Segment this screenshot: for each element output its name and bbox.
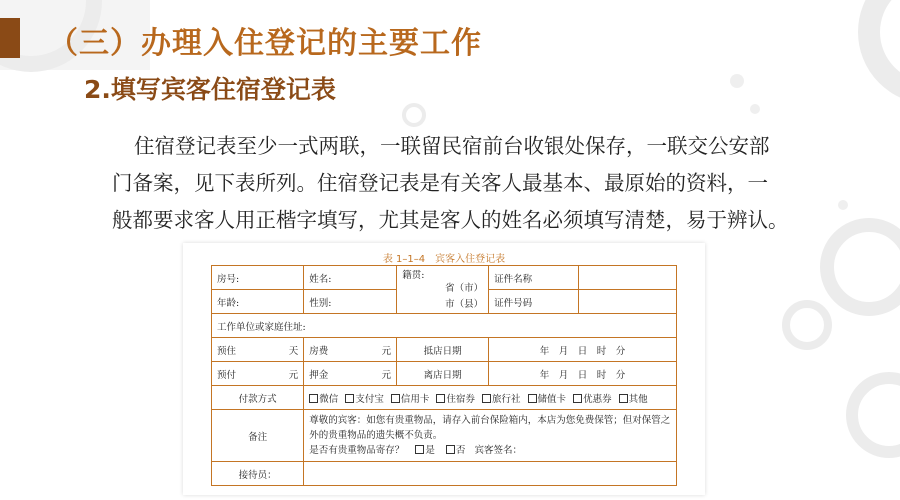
checkbox-icon xyxy=(619,394,628,403)
caption-title: 宾客入住登记表 xyxy=(435,254,506,265)
cell-pay-options xyxy=(304,386,677,410)
checkbox-icon xyxy=(391,394,400,403)
cell-remarks: 备注 xyxy=(212,410,304,462)
cell-remarks-text xyxy=(304,410,677,462)
pay-option-lodging-voucher xyxy=(436,394,475,405)
cell-departure-date-value: 年 月 日 时 分 xyxy=(489,362,677,386)
cell-departure-date: 离店日期 xyxy=(397,362,489,386)
checkbox-icon xyxy=(415,445,424,454)
no-label: 否 xyxy=(455,445,466,456)
checkbox-icon xyxy=(482,394,491,403)
prepay-label: 预付 xyxy=(217,369,237,381)
cell-room-no: 房号: xyxy=(212,266,304,290)
checkbox-icon xyxy=(528,394,537,403)
cell-prepay xyxy=(212,362,304,386)
decor-ring xyxy=(782,300,832,350)
native-place-label: 籍贯: xyxy=(402,269,425,281)
cell-pay-method: 付款方式 xyxy=(212,386,304,410)
page-heading: （三）办理入住登记的主要工作 xyxy=(48,26,482,61)
pay-option-label: 住宿券 xyxy=(446,393,475,405)
paragraph-line: 住宿登记表至少一式两联，一联留民宿前台收银处保存，一联交公安部 xyxy=(134,134,770,158)
prepay-unit: 元 xyxy=(288,369,299,381)
cell-name: 姓名: xyxy=(304,266,397,290)
pay-option-stored-value xyxy=(528,394,567,405)
cell-arrival-date-value: 年 月 日 时 分 xyxy=(489,338,677,362)
section-subheading: 2.填写宾客住宿登记表 xyxy=(84,75,336,104)
checkbox-icon xyxy=(436,394,445,403)
cell-native-place xyxy=(397,266,489,314)
cell-gender: 性别: xyxy=(304,290,397,314)
checkbox-icon xyxy=(446,445,455,454)
cell-deposit xyxy=(304,362,397,386)
checkbox-icon xyxy=(345,394,354,403)
county-label: 市（县） xyxy=(445,298,484,310)
pay-option-wechat xyxy=(309,394,338,405)
pay-option-label: 支付宝 xyxy=(355,393,384,405)
pay-option-label: 储值卡 xyxy=(537,393,567,405)
cell-arrival-date: 抵店日期 xyxy=(397,338,489,362)
signature-label: 宾客签名： xyxy=(474,445,522,456)
cell-age: 年龄: xyxy=(212,290,304,314)
decor-ring xyxy=(402,103,426,127)
pay-option-label: 信用卡 xyxy=(400,393,430,405)
cell-id-number: 证件号码 xyxy=(489,290,579,314)
cell-receptionist: 接待员： xyxy=(212,462,304,486)
cell-id-type-value xyxy=(579,266,677,290)
cell-stay xyxy=(212,338,304,362)
pay-option-credit-card xyxy=(391,394,430,405)
figure-caption xyxy=(183,250,705,265)
province-label: 省（市） xyxy=(445,282,484,294)
cell-receptionist-value xyxy=(304,462,677,486)
registration-form-table xyxy=(211,265,677,486)
pay-option-label: 优惠券 xyxy=(583,393,612,405)
cell-rate xyxy=(304,338,397,362)
registration-form-figure xyxy=(183,243,705,495)
checkbox-icon xyxy=(573,394,582,403)
pay-option-travel-agency xyxy=(482,394,521,405)
pay-option-label: 微信 xyxy=(319,393,339,405)
cell-id-number-value xyxy=(579,290,677,314)
paragraph-line: 门备案，见下表所列。住宿登记表是有关客人最基本、最原始的资料，一 xyxy=(112,171,768,195)
cell-id-type: 证件名称 xyxy=(489,266,579,290)
accent-bar xyxy=(0,18,20,58)
stay-label: 预住 xyxy=(217,345,237,357)
decor-ring xyxy=(858,0,900,104)
pay-option-coupon xyxy=(573,394,612,405)
rate-label: 房费 xyxy=(309,345,329,357)
checkbox-icon xyxy=(309,394,318,403)
pay-option-other xyxy=(619,394,648,405)
pay-option-label: 旅行社 xyxy=(491,393,521,405)
yes-label: 是 xyxy=(425,445,435,456)
stay-unit: 天 xyxy=(288,345,299,357)
valuables-question: 是否有贵重物品寄存？ xyxy=(309,445,405,456)
paragraph-line: 般都要求客人用正楷字填写，尤其是客人的姓名必须填写清楚，易于辨认。 xyxy=(112,208,789,232)
deposit-label: 押金 xyxy=(309,369,329,381)
pay-option-alipay xyxy=(345,394,384,405)
decor-ring xyxy=(846,372,900,458)
decor-dot xyxy=(750,104,760,114)
caption-number: 表 1–1–4 xyxy=(382,254,426,265)
rate-unit: 元 xyxy=(381,345,392,357)
deposit-unit: 元 xyxy=(381,369,392,381)
decor-dot xyxy=(730,74,744,88)
cell-work-address: 工作单位或家庭住址: xyxy=(212,314,677,338)
remarks-notice: 尊敬的宾客：如您有贵重物品，请存入前台保险箱内，本店为您免费保管；但对保管之外的贵重物品的遗失概不负责。 xyxy=(309,415,671,441)
pay-option-label: 其他 xyxy=(628,393,648,405)
body-paragraph xyxy=(112,128,852,239)
